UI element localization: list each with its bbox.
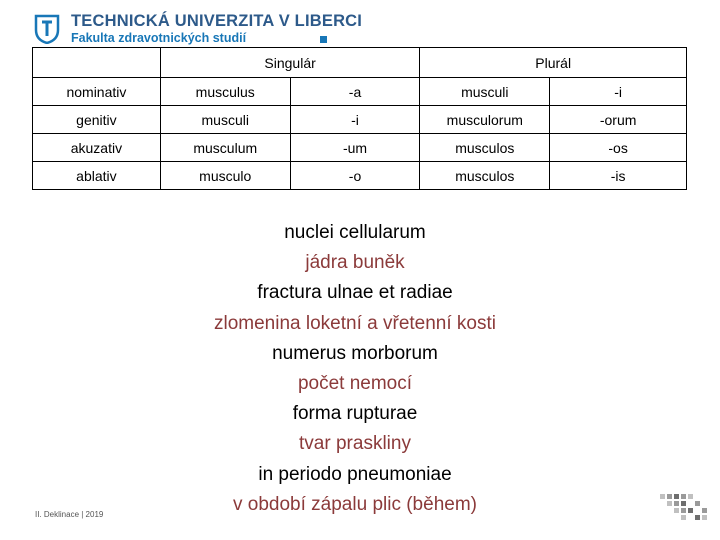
czech-translation: zlomenina loketní a vřetenní kosti — [214, 312, 496, 334]
singular-form: musculi — [160, 106, 290, 134]
plural-form: musculos — [420, 134, 550, 162]
singular-form: musculus — [160, 78, 290, 106]
plural-ending: -os — [550, 134, 687, 162]
czech-translation: v období zápalu plic (během) — [233, 493, 477, 515]
singular-ending: -o — [290, 162, 420, 190]
latin-phrase: nuclei cellularum — [284, 222, 426, 243]
case-name: genitiv — [33, 106, 161, 134]
example-phrases — [0, 218, 710, 520]
singular-ending: -a — [290, 78, 420, 106]
czech-translation: počet nemocí — [297, 373, 413, 395]
czech-translation: jádra buněk — [305, 252, 405, 274]
table-row — [33, 162, 687, 190]
plural-form: musculi — [420, 78, 550, 106]
singular-ending: -i — [290, 106, 420, 134]
case-name: ablativ — [33, 162, 161, 190]
table-row — [33, 78, 687, 106]
faculty-name: Fakulta zdravotnických studií — [71, 31, 247, 45]
header-singular: Singulár — [160, 48, 420, 78]
university-name: TECHNICKÁ UNIVERZITA V LIBERCI — [71, 12, 363, 30]
latin-phrase: forma rupturae — [292, 403, 418, 425]
plural-form: musculorum — [420, 106, 550, 134]
university-emblem-icon — [34, 14, 60, 44]
latin-phrase: fractura ulnae et radiae — [257, 282, 453, 304]
plural-form: musculos — [420, 162, 550, 190]
case-name: nominativ — [33, 78, 161, 106]
declension-table — [32, 47, 687, 190]
latin-phrase: in periodo pneumoniae — [258, 463, 452, 485]
university-logo — [34, 12, 363, 50]
pixel-grid-logo-icon — [660, 494, 710, 524]
header-empty-cell — [33, 48, 161, 78]
singular-form: musculo — [160, 162, 290, 190]
latin-phrase: numerus morborum — [272, 342, 438, 364]
table-header-row — [33, 48, 687, 78]
czech-translation: tvar praskliny — [299, 433, 411, 455]
singular-form: musculum — [160, 134, 290, 162]
slide-footer: II. Deklinace | 2019 — [35, 510, 104, 519]
table-row — [33, 106, 687, 134]
case-name: akuzativ — [33, 134, 161, 162]
table-row — [33, 134, 687, 162]
singular-ending: -um — [290, 134, 420, 162]
header-plural: Plurál — [420, 48, 687, 78]
plural-ending: -orum — [550, 106, 687, 134]
plural-ending: -is — [550, 162, 687, 190]
plural-ending: -i — [550, 78, 687, 106]
logo-square-mark — [320, 36, 327, 43]
